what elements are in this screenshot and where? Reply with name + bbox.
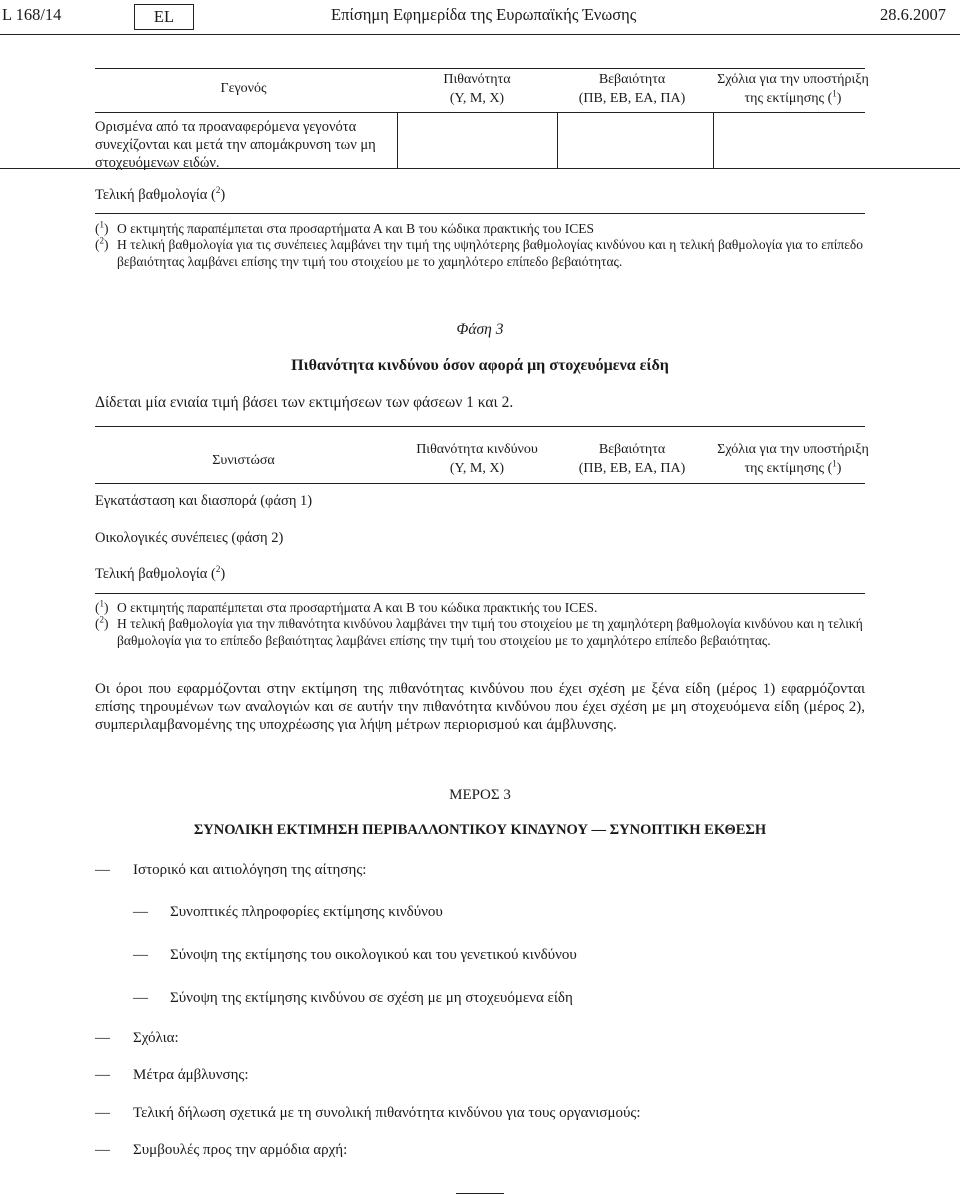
table-2-row-phase-2: Οικολογικές συνέπειες (φάση 2) bbox=[95, 530, 284, 546]
list-dash: — bbox=[95, 1067, 110, 1083]
list-item: Συμβουλές προς την αρμόδια αρχή: bbox=[133, 1142, 348, 1158]
list-item: Σχόλια: bbox=[133, 1030, 179, 1046]
page-reference: L 168/14 bbox=[2, 5, 62, 24]
table-1-top-rule bbox=[95, 68, 865, 69]
list-subitem: Σύνοψη της εκτίμησης του οικολογικού και του γενετικού κινδύνου bbox=[170, 947, 577, 963]
list-dash: — bbox=[95, 1030, 110, 1046]
table-1-col-rule bbox=[557, 112, 558, 168]
table-2-header-component: Συνιστώσα bbox=[212, 453, 275, 468]
footnote-1-1: ($^1$) Ο εκτιμητής παραπέμπεται στα προσαρτήματα Α και Β του κώδικα πρακτικής του ICES bbox=[95, 219, 595, 236]
table-1-final-score: Τελική βαθμολογία ($^2$) bbox=[95, 185, 226, 203]
table-2-row-phase-1: Εγκατάσταση και διασπορά (φάση 1) bbox=[95, 493, 313, 509]
phase-label: Φάση 3 bbox=[456, 321, 504, 338]
phase-title: Πιθανότητα κινδύνου όσον αφορά μη στοχευόμενα είδη bbox=[291, 357, 669, 374]
table-1-header-certainty: Βεβαιότητα (ΠΒ, ΕΒ, ΕΑ, ΠΑ) bbox=[578, 72, 686, 106]
table-1-header-rule bbox=[95, 112, 865, 113]
table-1-row-rule bbox=[0, 168, 960, 169]
conditions-paragraph: Οι όροι που εφαρμόζονται στην εκτίμηση της πιθανότητας κινδύνου που έχει σχέση με ξένα είδη (μέρος 1) εφαρμόζονται επίσης τηρουμένων των αναλογιών και σε αυτήν την πιθανότητα κινδύνου που έχει σχέση με μη στοχευόμενα είδη (μέρος 2), συμπεριλαμβανομένης της υποχρέωσης για λήψη μέτρων περιορισμού και άμβλυνσης. bbox=[95, 681, 865, 733]
publication-date: 28.6.2007 bbox=[880, 5, 946, 24]
table-1-row-event: Ορισμένα από τα προαναφερόμενα γεγονότα συνεχίζονται και μετά την απομάκρυνση των μη στοχευόμενων ειδών. bbox=[95, 119, 376, 171]
table-1-header-probability: Πιθανότητα (Υ, Μ, Χ) bbox=[443, 72, 511, 106]
table-1-bottom-rule bbox=[95, 213, 865, 214]
part-title: ΣΥΝΟΛΙΚΗ ΕΚΤΙΜΗΣΗ ΠΕΡΙΒΑΛΛΟΝΤΙΚΟΥ ΚΙΝΔΥΝΟΥ — ΣΥΝΟΠΤΙΚΗ ΕΚΘΕΣΗ bbox=[193, 822, 767, 838]
table-1-header-event: Γεγονός bbox=[220, 81, 267, 96]
phase-intro: Δίδεται μία ενιαία τιμή βάσει των εκτιμήσεων των φάσεων 1 και 2. bbox=[95, 394, 514, 411]
list-dash: — bbox=[133, 990, 148, 1006]
table-2-final-score: Τελική βαθμολογία ($^2$) bbox=[95, 564, 226, 582]
table-1-header-comments: Σχόλια για την υποστήριξη της εκτίμησης ($^1$) bbox=[717, 72, 869, 106]
table-2-header-risk-probability: Πιθανότητα κινδύνου (Υ, Μ, Χ) bbox=[416, 442, 538, 476]
end-rule bbox=[456, 1193, 504, 1194]
table-2-bottom-rule bbox=[95, 593, 865, 594]
table-2-header-certainty: Βεβαιότητα (ΠΒ, ΕΒ, ΕΑ, ΠΑ) bbox=[578, 442, 686, 476]
list-dash: — bbox=[95, 1105, 110, 1121]
header-rule bbox=[0, 34, 960, 35]
list-dash: — bbox=[95, 1142, 110, 1158]
footnote-2-1: ($^1$) Ο εκτιμητής παραπέμπεται στα προσαρτήματα Α και Β του κώδικα πρακτικής του ICES. bbox=[95, 598, 598, 615]
language-tag: EL bbox=[134, 4, 194, 30]
footnote-2-2: ($^2$) Η τελική βαθμολογία για την πιθανότητα κινδύνου λαμβάνει την τιμή του στοιχείου με τη χαμηλότερη βαθμολογία κινδύνου και η τελική βαθμολογία για το επίπεδο βεβαιότητας λαμβάνει επίσης την τιμή του στοιχείου με το χαμηλότερο επίπεδο βεβαιότητας. bbox=[95, 614, 863, 648]
table-1-col-rule bbox=[397, 112, 398, 168]
list-item: Μέτρα άμβλυνσης: bbox=[133, 1067, 249, 1083]
footnote-1-2: ($^2$) Η τελική βαθμολογία για τις συνέπειες λαμβάνει την τιμή της υψηλότερης βαθμολογίας κινδύνου και η τελική βαθμολογία για το επίπεδο βεβαιότητας λαμβάνει επίσης την τιμή του στοιχείου με το χαμηλότερο επίπεδο βεβαιότητας. bbox=[95, 235, 864, 269]
table-2-header-rule bbox=[95, 483, 865, 484]
table-2-header-comments: Σχόλια για την υποστήριξη της εκτίμησης ($^1$) bbox=[717, 442, 869, 476]
list-dash: — bbox=[95, 862, 110, 878]
journal-title: Επίσημη Εφημερίδα της Ευρωπαϊκής Ένωσης bbox=[331, 5, 637, 24]
table-2-top-rule bbox=[95, 426, 865, 427]
list-item: Ιστορικό και αιτιολόγηση της αίτησης: bbox=[133, 862, 367, 878]
list-subitem: Σύνοψη της εκτίμησης κινδύνου σε σχέση με μη στοχευόμενα είδη bbox=[170, 990, 573, 1006]
list-subitem: Συνοπτικές πληροφορίες εκτίμησης κινδύνου bbox=[170, 904, 443, 920]
list-dash: — bbox=[133, 947, 148, 963]
list-item: Τελική δήλωση σχετικά με τη συνολική πιθανότητα κινδύνου για τους οργανισμούς: bbox=[133, 1105, 641, 1121]
table-1-col-rule bbox=[713, 112, 714, 168]
part-label: ΜΕΡΟΣ 3 bbox=[449, 787, 511, 803]
list-dash: — bbox=[133, 904, 148, 920]
